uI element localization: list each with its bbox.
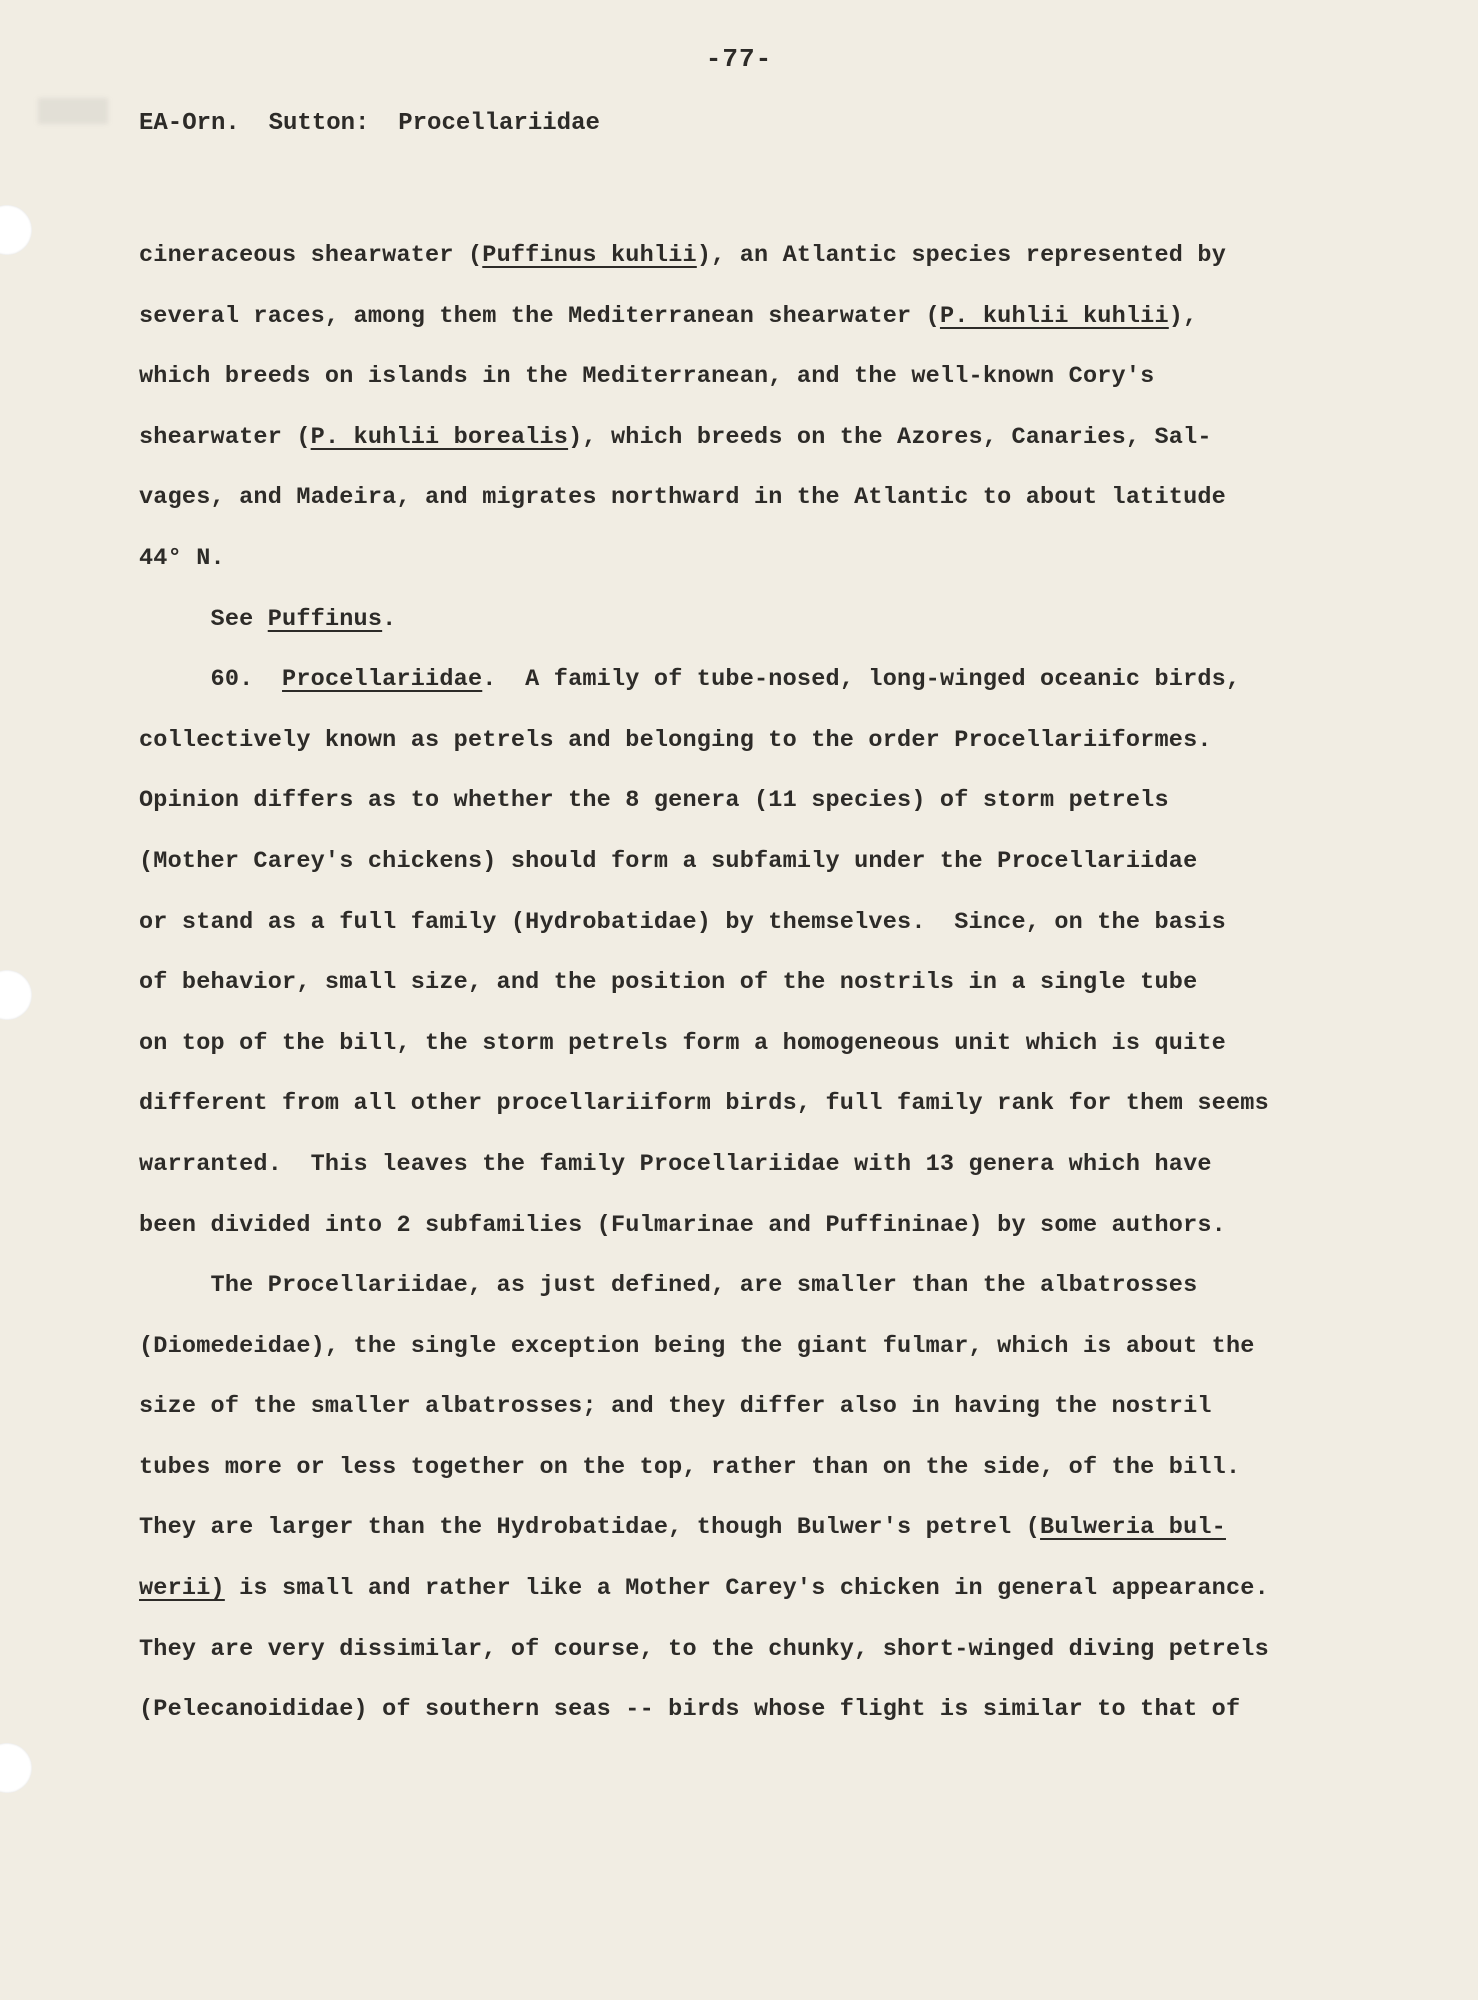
text-line [139, 1074, 1369, 1135]
text-line [139, 832, 1369, 893]
text-segment: ), an Atlantic species represented by [696, 242, 1226, 269]
text-segment: ), which breeds on the Azores, Canaries, Sal- [568, 423, 1212, 451]
text-segment: is small and rather like a Mother Carey's chicken in general appearance. [224, 1575, 1269, 1603]
text-segment: several races, among them the Mediterranean shearwater ( [139, 302, 940, 330]
text-segment: (Pelecanoididae) of southern seas -- birds whose flight is similar to that of [139, 1696, 1241, 1724]
text-segment: The Procellariidae, as just defined, are smaller than the albatrosses [139, 1272, 1198, 1300]
text-line [139, 650, 1369, 711]
text-segment: which breeds on islands in the Mediterranean, and the well-known Cory's [139, 363, 1155, 391]
text-line [139, 1559, 1369, 1620]
underlined-taxon: Procellariidae [282, 666, 483, 694]
text-line [139, 893, 1369, 954]
text-segment: ), [1168, 302, 1198, 330]
text-line [139, 1498, 1369, 1559]
text-segment: collectively known as petrels and belonging to the order Procellariiformes. [139, 726, 1212, 754]
text-line [139, 1438, 1369, 1499]
text-line [139, 1196, 1369, 1257]
text-line [139, 771, 1369, 832]
text-line [139, 529, 1369, 590]
text-segment: See [139, 605, 268, 633]
paper-smudge [38, 98, 108, 124]
text-segment: shearwater ( [139, 423, 311, 451]
punch-hole [0, 970, 32, 1020]
text-segment: They are larger than the Hydrobatidae, though Bulwer's petrel ( [139, 1514, 1041, 1542]
text-segment: been divided into 2 subfamilies (Fulmarinae and Puffininae) by some authors. [139, 1211, 1226, 1239]
text-segment: vages, and Madeira, and migrates northward in the Atlantic to about latitude [139, 484, 1226, 512]
text-segment: or stand as a full family (Hydrobatidae) by themselves. Since, on the basis [139, 908, 1226, 936]
text-line [139, 1135, 1369, 1196]
text-line [139, 287, 1369, 348]
text-segment: . A family of tube-nosed, long-winged oceanic birds, [482, 666, 1241, 694]
text-line [139, 1680, 1369, 1741]
text-segment: . [382, 605, 397, 633]
text-line [139, 408, 1369, 469]
text-segment: 44° N. [139, 544, 225, 572]
underlined-taxon: Bulweria bul- [1040, 1514, 1226, 1542]
text-segment: (Mother Carey's chickens) should form a subfamily under the Procellariidae [139, 847, 1198, 875]
underlined-taxon: Puffinus [267, 605, 383, 633]
body-text [139, 226, 1369, 1741]
text-line [139, 590, 1369, 651]
text-segment: different from all other procellariiform birds, full family rank for them seems [139, 1090, 1269, 1118]
underlined-taxon: P. kuhlii borealis [310, 423, 569, 451]
text-line [139, 1620, 1369, 1681]
text-line [139, 347, 1369, 408]
text-line [139, 1317, 1369, 1378]
text-line [139, 1014, 1369, 1075]
text-line [139, 226, 1369, 287]
text-segment: Opinion differs as to whether the 8 genera (11 species) of storm petrels [139, 787, 1169, 815]
page-number: -77- [705, 44, 773, 74]
text-segment: size of the smaller albatrosses; and they differ also in having the nostril [139, 1393, 1212, 1421]
text-line [139, 711, 1369, 772]
text-segment: cineraceous shearwater ( [139, 242, 483, 269]
text-line [139, 1256, 1369, 1317]
text-segment: tubes more or less together on the top, rather than on the side, of the bill. [139, 1453, 1241, 1481]
text-line [139, 953, 1369, 1014]
text-segment: on top of the bill, the storm petrels form a homogeneous unit which is quite [139, 1029, 1226, 1057]
text-segment: of behavior, small size, and the position of the nostrils in a single tube [139, 969, 1198, 997]
text-segment: They are very dissimilar, of course, to the chunky, short-winged diving petrels [139, 1635, 1269, 1663]
text-segment: 60. [139, 666, 283, 694]
underlined-taxon: Puffinus kuhlii [482, 242, 697, 269]
running-head: EA-Orn. Sutton: Procellariidae [139, 110, 600, 137]
punch-hole [0, 1743, 32, 1793]
underlined-taxon: werii) [139, 1575, 225, 1603]
punch-hole [0, 205, 32, 255]
underlined-taxon: P. kuhlii kuhlii [939, 302, 1169, 330]
text-segment: (Diomedeidae), the single exception being the giant fulmar, which is about the [139, 1332, 1255, 1360]
text-line [139, 468, 1369, 529]
text-segment: warranted. This leaves the family Procellariidae with 13 genera which have [139, 1150, 1212, 1178]
text-line [139, 1377, 1369, 1438]
